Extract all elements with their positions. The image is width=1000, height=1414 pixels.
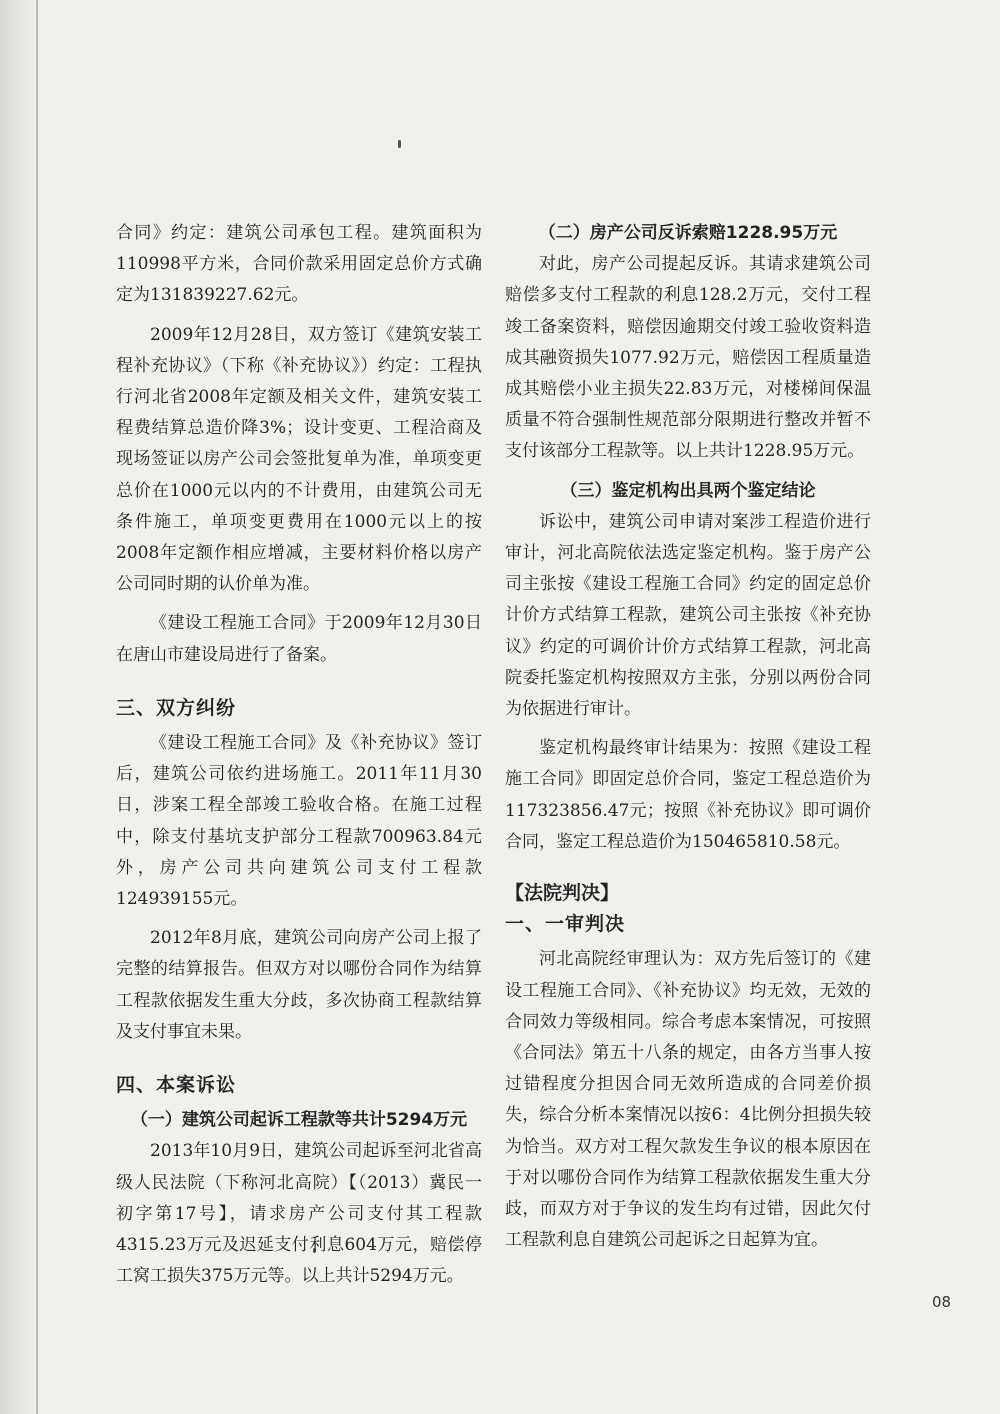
page-edge xyxy=(36,0,38,1414)
section-heading: 三、双方纠纷 xyxy=(116,696,237,719)
section-heading: 四、本案诉讼 xyxy=(116,1074,237,1097)
section-heading: 一、一审判决 xyxy=(505,913,626,936)
page-binding-shadow xyxy=(0,0,40,1414)
subsection-heading: （三）鉴定机构出具两个鉴定结论 xyxy=(560,480,816,501)
page-number: 08 xyxy=(932,1293,952,1311)
paragraph: 对此，房产公司提起反诉。其请求建筑公司赔偿多支付工程款的利息128.2万元，交付工程竣工备案资料，赔偿因逾期交付竣工验收资料造成其融资损失1077.92万元，赔偿因工程质量造成其赔偿小业主损失22.83万元，对楼梯间保温质量不符合强制性规范部分限期进行整改并暂不支付该部分工程款等。以上共计1228.95万元。 xyxy=(505,254,871,462)
judgment-heading: 【法院判决】 xyxy=(505,882,620,905)
print-speck xyxy=(398,140,401,148)
right-column xyxy=(505,218,871,1265)
left-column xyxy=(116,218,482,1301)
paragraph: 2009年12月28日，双方签订《建筑安装工程补充协议》（下称《补充协议》）约定：工程执行河北省2008年定额及相关文件，建筑安装工程费结算总造价降3%；设计变更、工程洽商及现场签证以房产公司会签批复单为准，单项变更总价在1000元以内的不计费用，由建筑公司无条件施工，单项变更费用在1000元以上的按2008年定额作相应增减，主要材料价格以房产公司同时期的认价单为准。 xyxy=(116,324,482,595)
subsection-heading: （二）房产公司反诉索赔1228.95万元 xyxy=(538,223,838,243)
paragraph: 2013年10月9日，建筑公司起诉至河北省高级人民法院（下称河北高院）【（2013）冀民一初字第17号】，请求房产公司支付其工程款4315.23万元及迟延支付利息604万元，赔偿停工窝工损失375万元等。以上共计5294万元。 xyxy=(116,1141,482,1287)
paragraph: 鉴定机构最终审计结果为：按照《建设工程施工合同》即固定总价合同，鉴定工程总造价为117323856.47元；按照《补充协议》即可调价合同，鉴定工程总造价为150465810.58元。 xyxy=(505,738,871,852)
paragraph: 诉讼中，建筑公司申请对案涉工程造价进行审计，河北高院依法选定鉴定机构。鉴于房产公司主张按《建设工程施工合同》约定的固定总价计价方式结算工程款，建筑公司主张按《补充协议》约定的可调价计价方式结算工程款，河北高院委托鉴定机构按照双方主张，分别以两份合同为依据进行审计。 xyxy=(505,511,871,720)
paragraph: 合同》约定：建筑公司承包工程。建筑面积为110998平方米，合同价款采用固定总价方式确定为131839227.62元。 xyxy=(116,223,482,306)
paragraph: 河北高院经审理认为：双方先后签订的《建设工程施工合同》、《补充协议》均无效，无效的合同效力等级相同。综合考虑本案情况，可按照《合同法》第五十八条的规定，由各方当事人按过错程度分担因合同无效所造成的合同差价损失，综合分析本案情况以按6：4比例分担损失较为恰当。双方对工程欠款发生争议的根本原因在于对以哪份合同作为结算工程款依据发生重大分歧，而双方对于争议的发生均有过错，因此欠付工程款利息自建筑公司起诉之日起算为宜。 xyxy=(505,949,871,1251)
paragraph: 《建设工程施工合同》及《补充协议》签订后，建筑公司依约进场施工。2011年11月30日，涉案工程全部竣工验收合格。在施工过程中，除支付基坑支护部分工程款700963.84元外，房产公司共向建筑公司支付工程款124939155元。 xyxy=(116,733,482,910)
paragraph: 2012年8月底，建筑公司向房产公司上报了完整的结算报告。但双方对以哪份合同作为结算工程款依据发生重大分歧，多次协商工程款结算及支付事宜未果。 xyxy=(116,928,482,1042)
paragraph: 《建设工程施工合同》于2009年12月30日在唐山市建设局进行了备案。 xyxy=(116,613,482,665)
subsection-heading: （一）建筑公司起诉工程款等共计5294万元 xyxy=(130,1110,468,1131)
